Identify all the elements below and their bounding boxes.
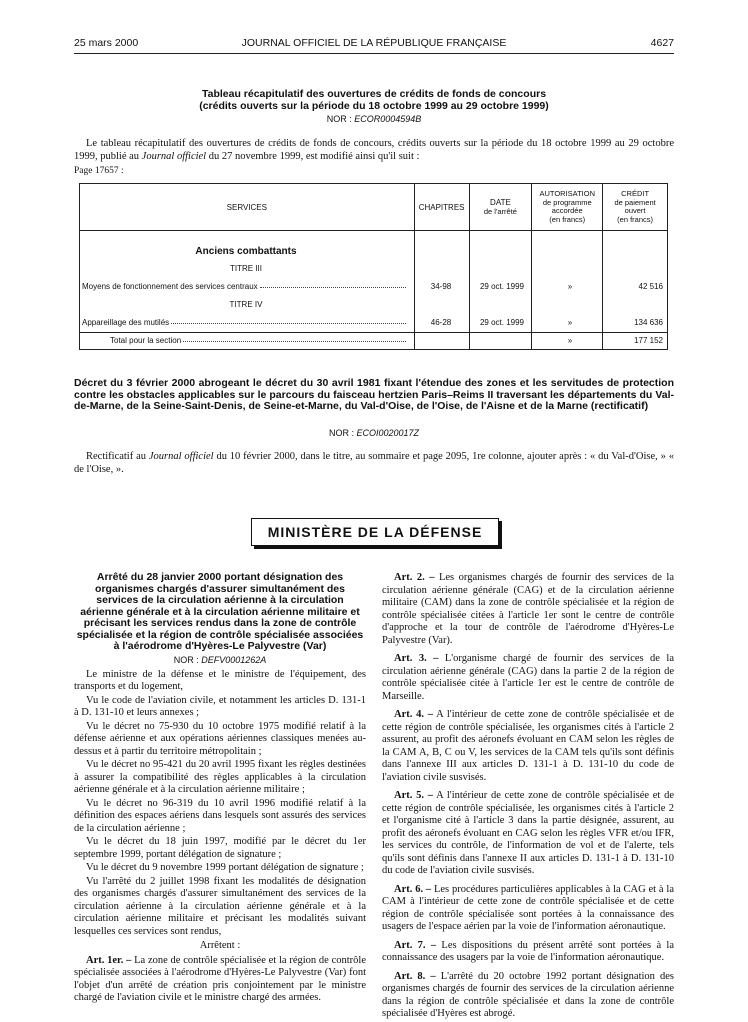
arrete-nor: NOR : DEFV0001262A	[173, 654, 267, 665]
decret-nor: NOR : ECOI0020017Z	[328, 428, 420, 438]
tableau-title-line2: (crédits ouverts sur la période du 18 octobre 1999 au 29 octobre 1999)	[199, 100, 549, 112]
table-row: Appareillage des mutilés	[82, 318, 408, 327]
visa: Vu le décret du 9 novembre 1999 portant délégation de signature ;	[86, 862, 364, 873]
col-credit: CRÉDIT de paiement ouvert (en francs)	[603, 184, 668, 231]
decret-title: Décret du 3 février 2000 abrogeant le décret du 30 avril 1981 fixant l'étendue des zones et les servitudes de protection contre les obstacles applicables sur le parcours du faisceau hertzien Paris–Reims II traversant les départements du Val-de-Marne, de la Seine-Saint-Denis, de Seine-et-Marne, du Val-d'Oise, de l'Oise, de l'Aisne et de la Marne (rectificatif)	[74, 377, 674, 412]
article-5: Art. 5. – A l'intérieur de cette zone de contrôle spécialisée et de cette région de contrôle spécialisée, les organismes cités à l'article 2 et l'organisme cité à l'article 3 dans la partie désignée, assurent, au profit des aéronefs évoluant en CAG selon les règles VFR et/ou IFR, les services du contrôle, de l'information de vol et de l'alerte, tels qu'ils sont définis dans l'annexe II aux articles D. 131-1 à D. 131-10 du code de l'aviation civile susvisés.	[382, 790, 675, 876]
table-cell-credit: 177 152	[634, 336, 663, 345]
nor-code: ECOR0004594B	[354, 114, 422, 124]
total-rule	[79, 332, 668, 333]
visa: Vu le décret no 95-421 du 20 avril 1995 fixant les règles destinées à assurer la compatibilité des règles applicables à la circulation aérienne générale et à la circulation aérienne militaire ;	[74, 759, 366, 795]
tableau-title-line1: Tableau récapitulatif des ouvertures de crédits de fonds de concours	[201, 88, 547, 100]
table-cell-date: 29 oct. 1999	[479, 282, 525, 291]
article-3: Art. 3. – L'organisme chargé de fournir des services de la circulation aérienne générale (CAG) dans la partie 2 de la région de contrôle spécialisée citée à l'article 1er est le centre de contrôle de Marseille.	[382, 653, 674, 702]
ministry-heading: MINISTÈRE DE LA DÉFENSE	[251, 518, 499, 546]
table-row-total: Total pour la section	[110, 336, 408, 345]
arretent: Arrêtent :	[199, 940, 241, 951]
article-4: Art. 4. – A l'intérieur de cette zone de contrôle spécialisée et de cette région de contrôle spécialisée, les organismes cités à l'article 2 assurent, au profit des aéronefs évoluant en CAM selon les règles de la CAM A, B, C ou V, les services de la CAM tels qu'ils sont définis dans l'annexe III aux articles D. 131-1 à D. 131-10 du code de l'aviation civile susvisés.	[382, 709, 675, 783]
table-cell-chapitre: 46-28	[430, 318, 452, 327]
tableau-intro	[74, 138, 674, 178]
table-cell-autorisation: »	[567, 336, 573, 345]
col-date: DATE de l'arrêté	[469, 184, 532, 231]
section-title: Anciens combattants	[195, 246, 297, 257]
col-services: SERVICES	[80, 184, 415, 231]
table-cell-autorisation: »	[567, 282, 573, 291]
nor-label: NOR :	[326, 114, 352, 124]
article-8: Art. 8. – L'arrêté du 20 octobre 1992 portant désignation des organismes chargés de fournir des services de la circulation aérienne dans la région de contrôle spécialisée et dans la zone de contrôle spécialisée d'Hyères est abrogé.	[382, 970, 674, 1019]
arrete-right-column	[382, 572, 674, 1022]
table-cell-autorisation: »	[567, 318, 573, 327]
col-chapitres: CHAPITRES	[414, 184, 469, 231]
tableau-nor	[74, 114, 674, 124]
article-7: Art. 7. – Les dispositions du présent arrêté sont portées à la connaissance des usagers par la voie de l'information aéronautique.	[382, 939, 674, 963]
visa: Vu le décret du 18 juin 1997, modifié par le décret du 1er septembre 1999, portant délégation de signature ;	[74, 836, 366, 860]
arrete-title: Arrêté du 28 janvier 2000 portant désignation des organismes chargés d'assurer simultanément des services de la circulation aérienne à la circulation aérienne générale et à la circulation aérienne militaire et précisant les services rendus dans la zone de contrôle spécialisée et la région de contrôle spécialisée associées à l'aérodrome d'Hyères-Le Palyvestre (Var)	[76, 571, 364, 652]
table-header-row	[80, 184, 668, 231]
decret-text: Rectificatif au Journal officiel du 10 février 2000, dans le titre, au sommaire et page 2095, 1re colonne, ajouter après : « du Val-d'Oise, » « de l'Oise, ».	[74, 451, 675, 475]
table-cell-date: 29 oct. 1999	[479, 318, 525, 327]
visa: Vu le décret no 75-930 du 10 octobre 1975 modifié relatif à la défense aérienne et aux opérations aériennes classiques menées au-dessus et à partir du territoire métropolitain ;	[74, 720, 366, 757]
arrete-left-column	[74, 572, 366, 1006]
tableau-intro-paragraph: Le tableau récapitulatif des ouvertures de crédits de fonds de concours, crédits ouverts sur la période du 18 octobre 1999 au 29 octobre 1999, publié au Journal officiel du 27 novembre 1999, est modifié ainsi qu'il suit :	[74, 138, 674, 162]
titre-iv: TITRE IV	[229, 300, 263, 309]
header-journal: JOURNAL OFFICIEL DE LA RÉPUBLIQUE FRANÇAISE	[241, 37, 507, 49]
tableau-title	[74, 88, 674, 112]
visa: Vu le décret no 96-319 du 10 avril 1996 modifié relatif à la définition des espaces aériens dans lesquels sont assurés des services de la circulation aérienne ;	[74, 797, 366, 834]
table-row: Moyens de fonctionnement des services centraux	[82, 282, 408, 291]
col-autorisation: AUTORISATION de programme accordée (en francs)	[532, 184, 603, 231]
table-cell-credit: 42 516	[638, 282, 663, 291]
table-cell-credit: 134 636	[634, 318, 663, 327]
visa: Vu le code de l'aviation civile, et notamment les articles D. 131-1 à D. 131-10 et leurs annexes ;	[74, 694, 366, 718]
page-ref: Page 17657 :	[74, 166, 124, 176]
visa: Le ministre de la défense et le ministre de l'équipement, des transports et du logement,	[74, 668, 366, 692]
article-2: Art. 2. – Les organismes chargés de fournir des services de la circulation aérienne générale (CAG) et de la circulation aérienne militaire (CAM) dans la zone de contrôle spécialisée et la région de contrôle spécialisée citées à l'article 1er sont le centre de contrôle d'approche et la tour de contrôle de l'aérodrome d'Hyères-Le Palyvestre (Var).	[382, 572, 674, 646]
titre-iii: TITRE III	[230, 264, 262, 273]
header-page-number: 4627	[650, 37, 674, 49]
article-1: Art. 1er. – La zone de contrôle spécialisée et la région de contrôle spécialisée associées à l'aérodrome d'Hyères-Le Palyvestre (Var) font l'objet d'un arrêté de création pris conjointement par le ministre chargé de l'aviation civile et le ministre chargé des armées.	[74, 954, 366, 1003]
header-rule	[74, 53, 674, 54]
visa: Vu l'arrêté du 2 juillet 1998 fixant les modalités de désignation des organismes chargés d'assurer simultanément des services de la circulation aérienne à la circulation aérienne générale et à la circulation aérienne militaire et précisant les modalités suivant lesquelles ces services sont rendus,	[74, 875, 366, 937]
table-cell-chapitre: 34-98	[430, 282, 452, 291]
header-date: 25 mars 2000	[74, 37, 139, 49]
article-6: Art. 6. – Les procédures particulières applicables à la CAG et à la CAM à l'intérieur de cette zone de contrôle spécialisée et de cette région de contrôle spécialisée sont portées à la connaissance des usagers de l'espace aérien par la voie de l'information aéronautique.	[382, 883, 674, 932]
